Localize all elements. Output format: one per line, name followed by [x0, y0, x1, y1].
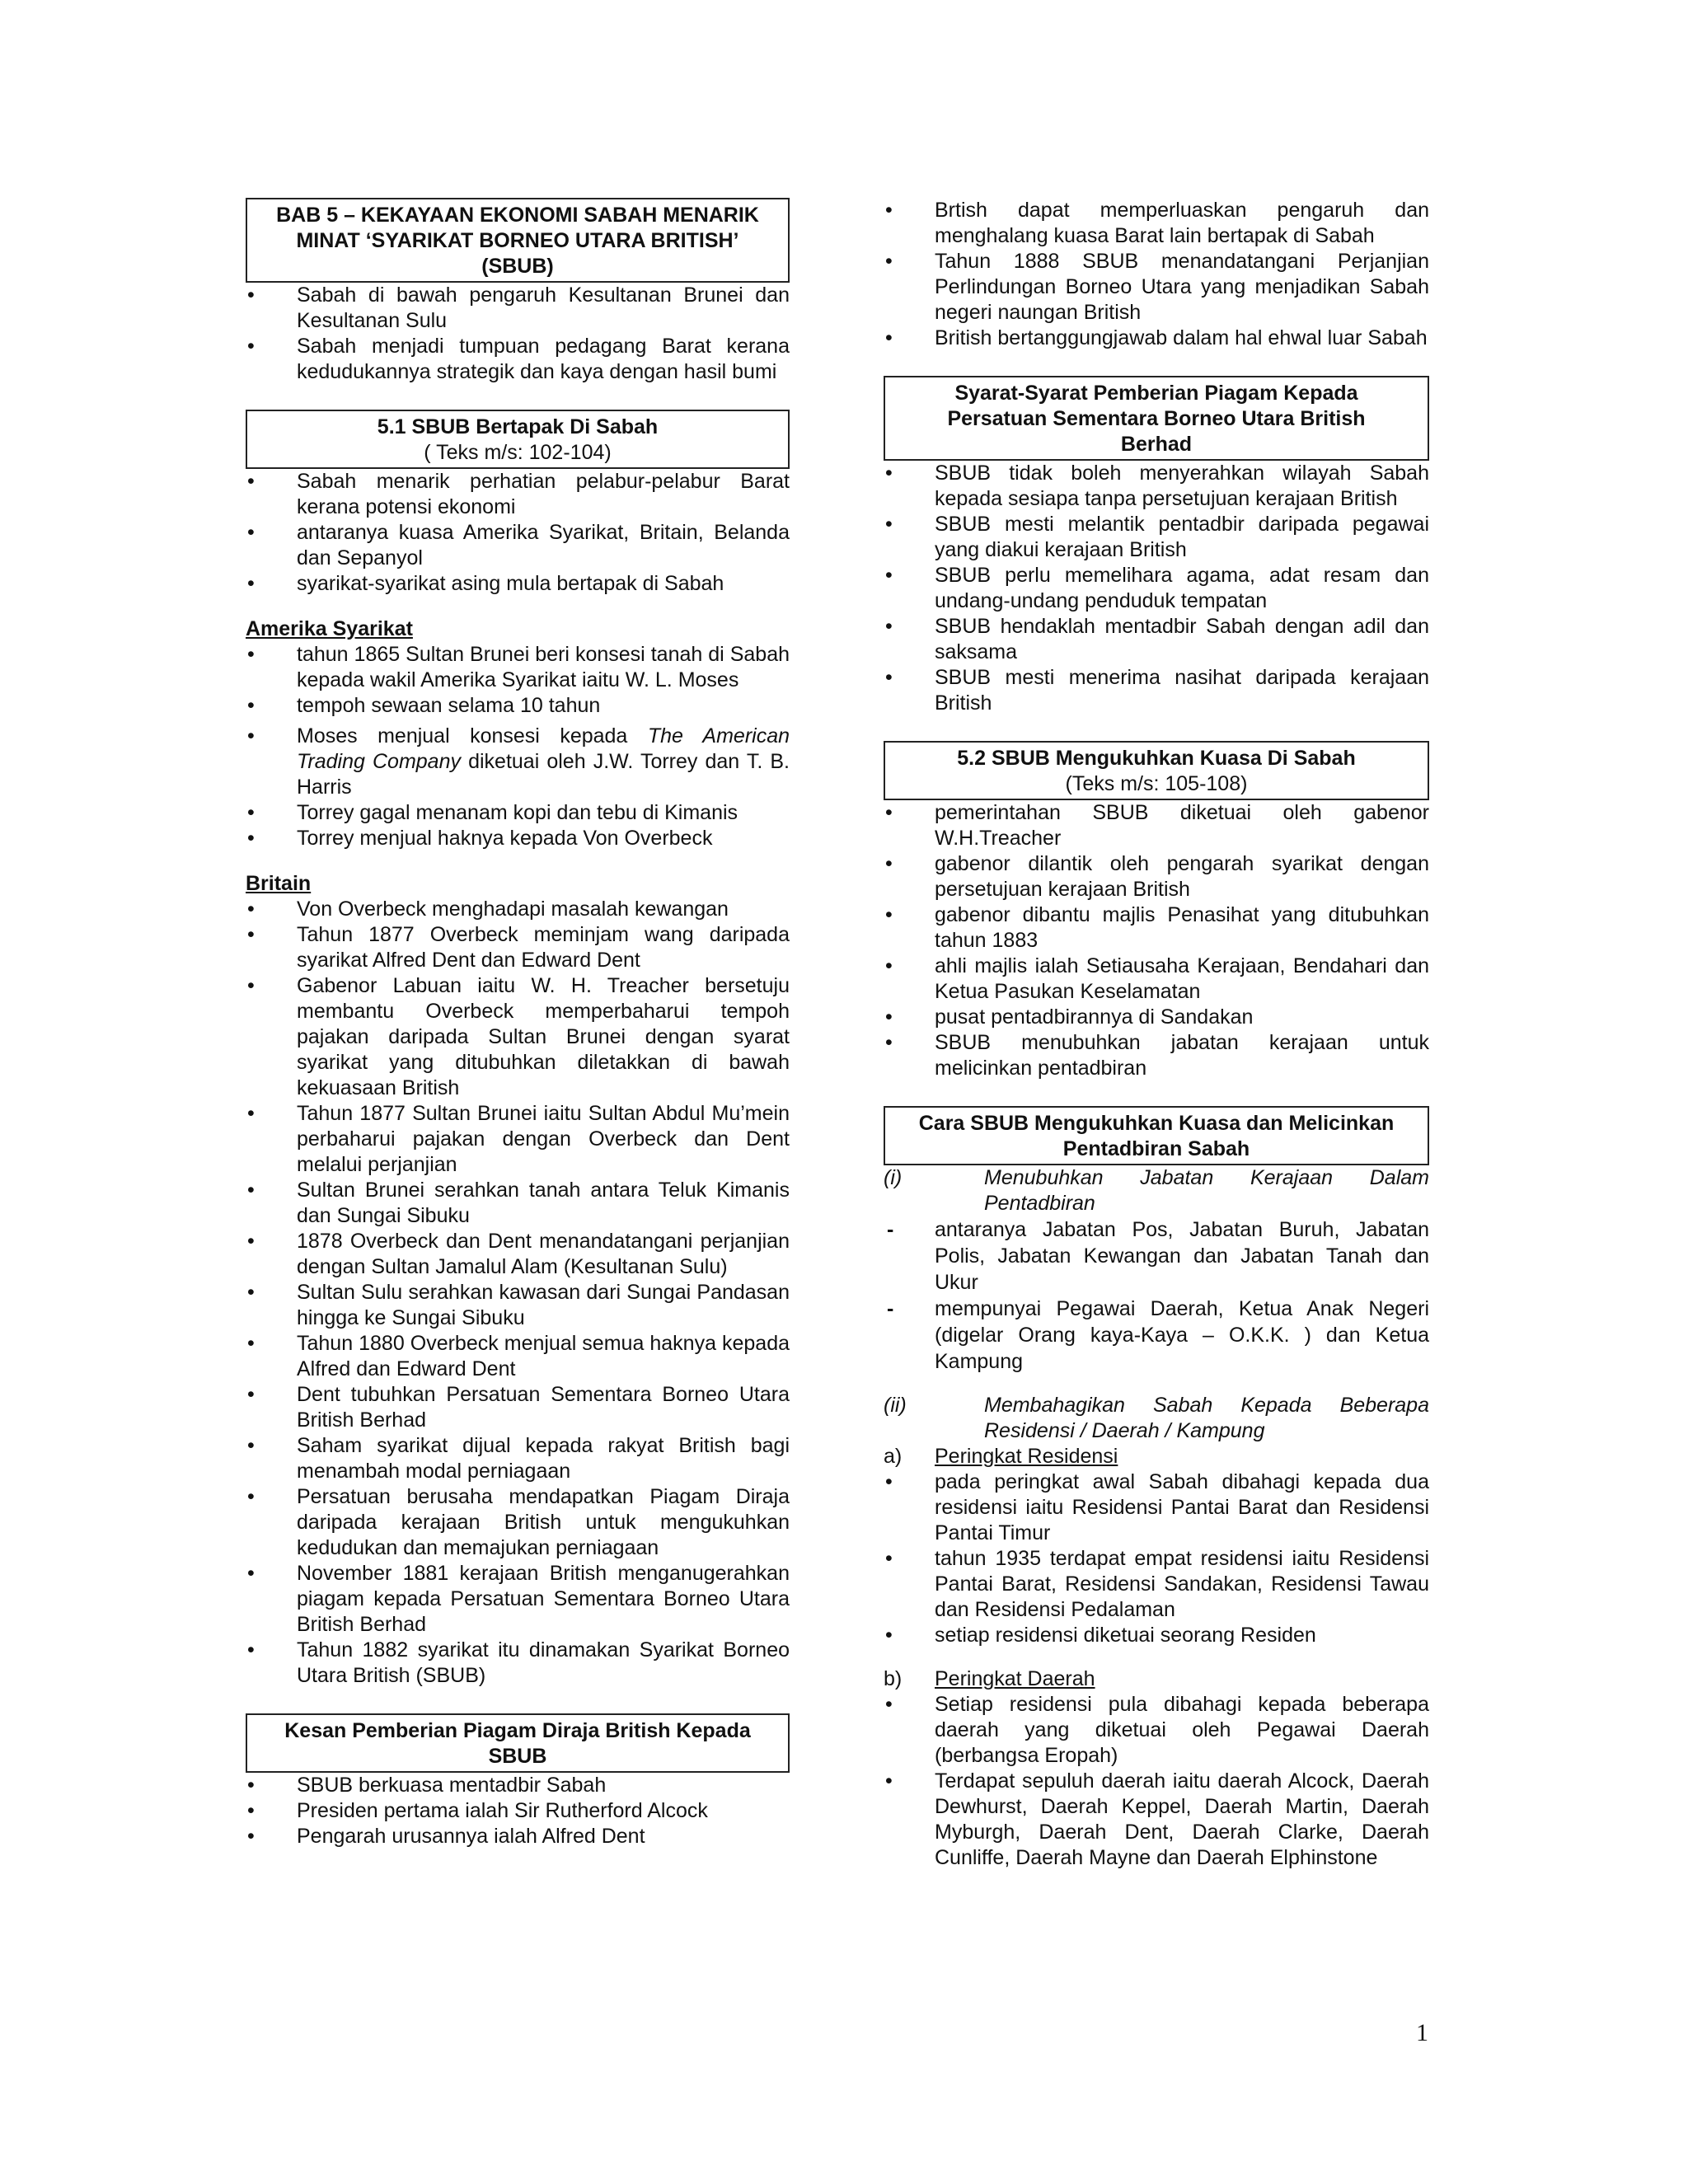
right-column: [884, 198, 1429, 1871]
cara-title-box: [884, 1106, 1429, 1165]
britain-heading: Britain: [246, 872, 312, 895]
list-item-text-part: diketuai oleh J.W. Torrey dan T. B. Harris: [297, 750, 790, 799]
list-item: • setiap residensi diketuai seorang Residen: [884, 1623, 1429, 1648]
amerika-heading: Amerika Syarikat: [246, 617, 413, 640]
subheading-label: b): [884, 1667, 903, 1690]
list-item-text-part: Moses menjual konsesi kepada: [297, 724, 648, 748]
chapter-title-line-2: MINAT ‘SYARIKAT BORNEO UTARA BRITISH’: [296, 229, 739, 252]
list-item: • Tahun 1877 Overbeck meminjam wang daripada syarikat Alfred Dent dan Edward Dent: [246, 922, 790, 973]
page-number: 1: [1416, 2019, 1428, 2046]
list-item: • 1878 Overbeck dan Dent menandatangani perjanjian dengan Sultan Jamalul Alam (Kesultanan Sulu): [246, 1229, 790, 1280]
list-item: • pemerintahan SBUB diketuai oleh gabenor W.H.Treacher: [884, 800, 1429, 851]
kesan-title-line-2: SBUB: [488, 1745, 547, 1768]
syarat-list: [884, 461, 1429, 716]
britain-list: [246, 897, 790, 1689]
section-5-2-list: [884, 800, 1429, 1081]
list-item: • Setiap residensi pula dibahagi kepada beberapa daerah yang diketuai oleh Pegawai Daerah (berbangsa Eropah): [884, 1692, 1429, 1769]
list-item: • Dent tubuhkan Persatuan Sementara Borneo Utara British Berhad: [246, 1382, 790, 1433]
list-item: • SBUB mesti menerima nasihat daripada kerajaan British: [884, 665, 1429, 716]
kesan-list: [246, 1773, 790, 1849]
subheading-label: a): [884, 1445, 903, 1468]
section-5-1-title: 5.1 SBUB Bertapak Di Sabah: [377, 415, 659, 438]
list-item: • tempoh sewaan selama 10 tahun: [246, 693, 790, 719]
list-item: • Sabah menarik perhatian pelabur-pelabur Barat kerana potensi ekonomi: [246, 469, 790, 520]
point-text: Membahagikan Sabah Kepada Beberapa Residensi / Daerah / Kampung: [984, 1394, 1429, 1442]
list-item: • Tahun 1880 Overbeck menjual semua haknya kepada Alfred dan Edward Dent: [246, 1331, 790, 1382]
subheading-text: Peringkat Residensi: [935, 1445, 1118, 1468]
company-name: The American Trading Company: [297, 724, 790, 773]
list-item: • syarikat-syarikat asing mula bertapak di Sabah: [246, 571, 790, 597]
point-label: (i): [884, 1166, 903, 1189]
list-item: • Sultan Brunei serahkan tanah antara Teluk Kimanis dan Sungai Sibuku: [246, 1178, 790, 1229]
list-item: • SBUB mesti melantik pentadbir daripada pegawai yang diakui kerajaan British: [884, 512, 1429, 563]
residensi-list: [884, 1469, 1429, 1648]
list-item: [246, 724, 790, 800]
syarat-title-line-1: Syarat-Syarat Pemberian Piagam Kepada: [954, 382, 1358, 405]
kesan-title-line-1: Kesan Pemberian Piagam Diraja British Kepada: [284, 1719, 751, 1742]
point-label: (ii): [884, 1394, 907, 1417]
list-item: • British bertanggungjawab dalam hal ehwal luar Sabah: [884, 326, 1429, 351]
list-item: • Sultan Sulu serahkan kawasan dari Sungai Pandasan hingga ke Sungai Sibuku: [246, 1280, 790, 1331]
list-item: • tahun 1935 terdapat empat residensi iaitu Residensi Pantai Barat, Residensi Sandakan, Residensi Tawau dan Residensi Pedalaman: [884, 1546, 1429, 1623]
daerah-list: [884, 1692, 1429, 1871]
chapter-title-line-1: BAB 5 – KEKAYAAN EKONOMI SABAH MENARIK: [276, 204, 759, 227]
list-item: • gabenor dilantik oleh pengarah syarikat dengan persetujuan kerajaan British: [884, 851, 1429, 902]
section-5-2-title-box: [884, 741, 1429, 800]
section-5-2-reference: (Teks m/s: 105-108): [1065, 772, 1248, 795]
section-5-1-title-box: [246, 410, 790, 469]
list-item: • SBUB perlu memelihara agama, adat resam dan undang-undang penduduk tempatan: [884, 563, 1429, 614]
left-column: [246, 198, 790, 1849]
cara-point-i-list: [884, 1216, 1429, 1375]
list-item: • gabenor dibantu majlis Penasihat yang ditubuhkan tahun 1883: [884, 902, 1429, 954]
list-item: • Terdapat sepuluh daerah iaitu daerah Alcock, Daerah Dewhurst, Daerah Keppel, Daerah Martin, Daerah Myburgh, Daerah Dent, Daerah Clarke, Daerah Cunliffe, Daerah Mayne dan Daerah Elphinstone: [884, 1769, 1429, 1871]
list-item: • Tahun 1888 SBUB menandatangani Perjanjian Perlindungan Borneo Utara yang menjadikan Sabah negeri naungan British: [884, 249, 1429, 326]
residensi-subheading: [884, 1444, 1429, 1469]
list-item: • Sabah di bawah pengaruh Kesultanan Brunei dan Kesultanan Sulu: [246, 283, 790, 334]
list-item: • Gabenor Labuan iaitu W. H. Treacher bersetuju membantu Overbeck memperbaharui tempoh pajakan daripada Sultan Brunei dengan syarat syarikat yang ditubuhkan diletakkan di bawah kekuasaan British: [246, 973, 790, 1101]
list-item: - antaranya Jabatan Pos, Jabatan Buruh, Jabatan Polis, Jabatan Kewangan dan Jabatan Tanah dan Ukur: [884, 1216, 1429, 1296]
list-item: • Pengarah urusannya ialah Alfred Dent: [246, 1824, 790, 1849]
list-item: • SBUB tidak boleh menyerahkan wilayah Sabah kepada sesiapa tanpa persetujuan kerajaan British: [884, 461, 1429, 512]
daerah-subheading: [884, 1666, 1429, 1692]
list-item: • Tahun 1882 syarikat itu dinamakan Syarikat Borneo Utara British (SBUB): [246, 1638, 790, 1689]
list-item: • Tahun 1877 Sultan Brunei iaitu Sultan Abdul Mu’mein perbaharui pajakan dengan Overbeck dan Dent melalui perjanjian: [246, 1101, 790, 1178]
chapter-title-box: [246, 198, 790, 283]
cara-point-i: [884, 1165, 1429, 1216]
list-item: - mempunyai Pegawai Daerah, Ketua Anak Negeri (digelar Orang kaya-Kaya – O.K.K. ) dan Ketua Kampung: [884, 1296, 1429, 1375]
subheading-text: Peringkat Daerah: [935, 1667, 1095, 1690]
list-item: • SBUB hendaklah mentadbir Sabah dengan adil dan saksama: [884, 614, 1429, 665]
list-item: • SBUB menubuhkan jabatan kerajaan untuk melicinkan pentadbiran: [884, 1030, 1429, 1081]
kesan-continued-list: [884, 198, 1429, 351]
list-item: • ahli majlis ialah Setiausaha Kerajaan, Bendahari dan Ketua Pasukan Keselamatan: [884, 954, 1429, 1005]
chapter-title-line-3: (SBUB): [481, 255, 554, 278]
intro-list: [246, 283, 790, 385]
point-text: Menubuhkan Jabatan Kerajaan Dalam Pentadbiran: [984, 1166, 1429, 1215]
list-item: • pada peringkat awal Sabah dibahagi kepada dua residensi iaitu Residensi Pantai Barat dan Residensi Pantai Timur: [884, 1469, 1429, 1546]
list-item: • SBUB berkuasa mentadbir Sabah: [246, 1773, 790, 1798]
section-5-2-title: 5.2 SBUB Mengukuhkan Kuasa Di Sabah: [957, 747, 1356, 770]
list-item: • Sabah menjadi tumpuan pedagang Barat kerana kedudukannya strategik dan kaya dengan hasil bumi: [246, 334, 790, 385]
amerika-list: [246, 642, 790, 851]
list-item: • tahun 1865 Sultan Brunei beri konsesi tanah di Sabah kepada wakil Amerika Syarikat iaitu W. L. Moses: [246, 642, 790, 693]
section-5-1-list: [246, 469, 790, 597]
syarat-title-line-3: Berhad: [1120, 433, 1193, 456]
cara-point-ii: [884, 1393, 1429, 1444]
list-item: • Presiden pertama ialah Sir Rutherford Alcock: [246, 1798, 790, 1824]
syarat-title-line-2: Persatuan Sementara Borneo Utara British: [947, 407, 1366, 430]
syarat-title-box: [884, 376, 1429, 461]
section-5-1-reference: ( Teks m/s: 102-104): [424, 441, 612, 464]
list-item: • pusat pentadbirannya di Sandakan: [884, 1005, 1429, 1030]
cara-title-line-1: Cara SBUB Mengukuhkan Kuasa dan Melicinkan: [918, 1112, 1395, 1135]
list-item: • Von Overbeck menghadapi masalah kewangan: [246, 897, 790, 922]
list-item: • antaranya kuasa Amerika Syarikat, Britain, Belanda dan Sepanyol: [246, 520, 790, 571]
list-item: • Brtish dapat memperluaskan pengaruh dan menghalang kuasa Barat lain bertapak di Sabah: [884, 198, 1429, 249]
cara-title-line-2: Pentadbiran Sabah: [1062, 1137, 1250, 1160]
list-item: • November 1881 kerajaan British menganugerahkan piagam kepada Persatuan Sementara Borneo Utara British Berhad: [246, 1561, 790, 1638]
list-item: • Saham syarikat dijual kepada rakyat British bagi menambah modal perniagaan: [246, 1433, 790, 1484]
list-item: • Torrey menjual haknya kepada Von Overbeck: [246, 826, 790, 851]
list-item: • Torrey gagal menanam kopi dan tebu di Kimanis: [246, 800, 790, 826]
list-item: • Persatuan berusaha mendapatkan Piagam Diraja daripada kerajaan British untuk mengukuhkan kedudukan dan memajukan perniagaan: [246, 1484, 790, 1561]
kesan-title-box: [246, 1713, 790, 1773]
